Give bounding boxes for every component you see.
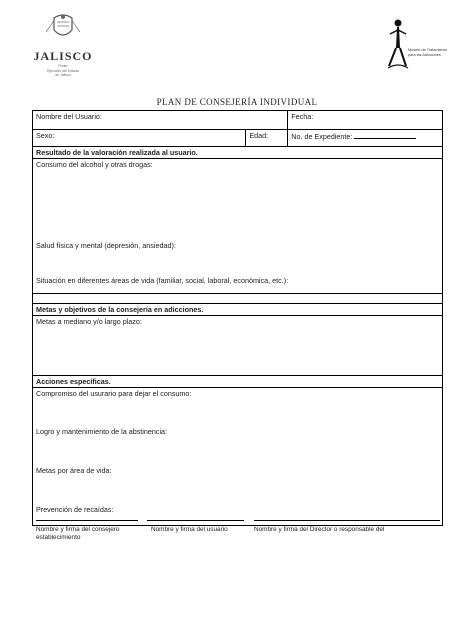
user-name-label: Nombre del Usuario: [36,112,102,121]
file-number-field[interactable] [288,130,443,147]
goals-field[interactable] [33,316,443,376]
treatment-model-text [408,48,456,58]
jalisco-wordmark: JALISCO [33,49,93,63]
person-figure-icon [386,18,410,76]
assessment-spacer [33,294,443,304]
abstinence-label: Logro y mantenimiento de la abstinencia: [36,427,168,436]
counseling-plan-form [32,110,443,526]
user-name-field[interactable] [33,111,288,130]
life-areas-label: Situación en diferentes áreas de vida (familiar, social, laboral, económica, etc.): [36,276,289,285]
date-field[interactable] [288,111,443,130]
jalisco-subtext-3: de Jalisco [55,73,71,77]
treatment-model-text-1: Modelo de Tratamiento [408,48,447,52]
signature-counselor-label-1: Nombre y firma del consejero [36,526,120,533]
signature-user-label: Nombre y firma del usuario [151,526,228,533]
signature-director[interactable] [254,520,440,534]
signature-user[interactable] [147,520,244,534]
section-goals-heading: Metas y objetivos de la consejería en adicciones. [33,304,443,316]
section-assessment-heading: Resultado de la valoración realizada al usuario. [33,147,443,159]
section-actions-heading: Acciones específicas. [33,376,443,388]
jalisco-logo [18,12,108,77]
sex-label: Sexo: [36,131,55,140]
document-title: PLAN DE CONSEJERÍA INDIVIDUAL [156,97,318,107]
date-label: Fecha: [291,112,314,121]
treatment-model-logo [386,18,458,76]
file-number-blank [354,131,416,139]
substance-use-label: Consumo del alcohol y otras drogas: [36,160,153,169]
jalisco-subtext-2: Ejecutivo del Estado [47,68,79,73]
signature-line [254,520,440,521]
sex-field[interactable] [33,130,246,147]
signature-line [36,520,138,521]
file-number-label: No. de Expediente: [291,132,353,141]
relapse-prevention-label: Prevención de recaídas: [36,505,114,514]
signature-counselor-label-2: establecimiento [36,534,81,541]
jalisco-crest-icon [42,12,84,42]
signature-director-label: Nombre y firma del Director o responsable del [254,526,385,533]
jalisco-subtext-1: Poder [58,64,68,68]
goals-label: Metas a mediano y/o largo plazo: [36,317,142,326]
age-label: Edad: [249,131,269,140]
age-field[interactable] [246,130,288,147]
signature-counselor[interactable] [36,520,138,542]
life-goals-label: Metas por área de vida: [36,466,112,475]
signature-line [147,520,244,521]
assessment-fields[interactable] [33,159,443,294]
treatment-model-text-2: para las Adicciones [408,52,441,57]
health-label: Salud física y mental (depresión, ansiedad): [36,241,176,250]
actions-fields[interactable] [33,388,443,526]
commitment-label: Compromiso del usurario para dejar el consumo: [36,389,192,398]
